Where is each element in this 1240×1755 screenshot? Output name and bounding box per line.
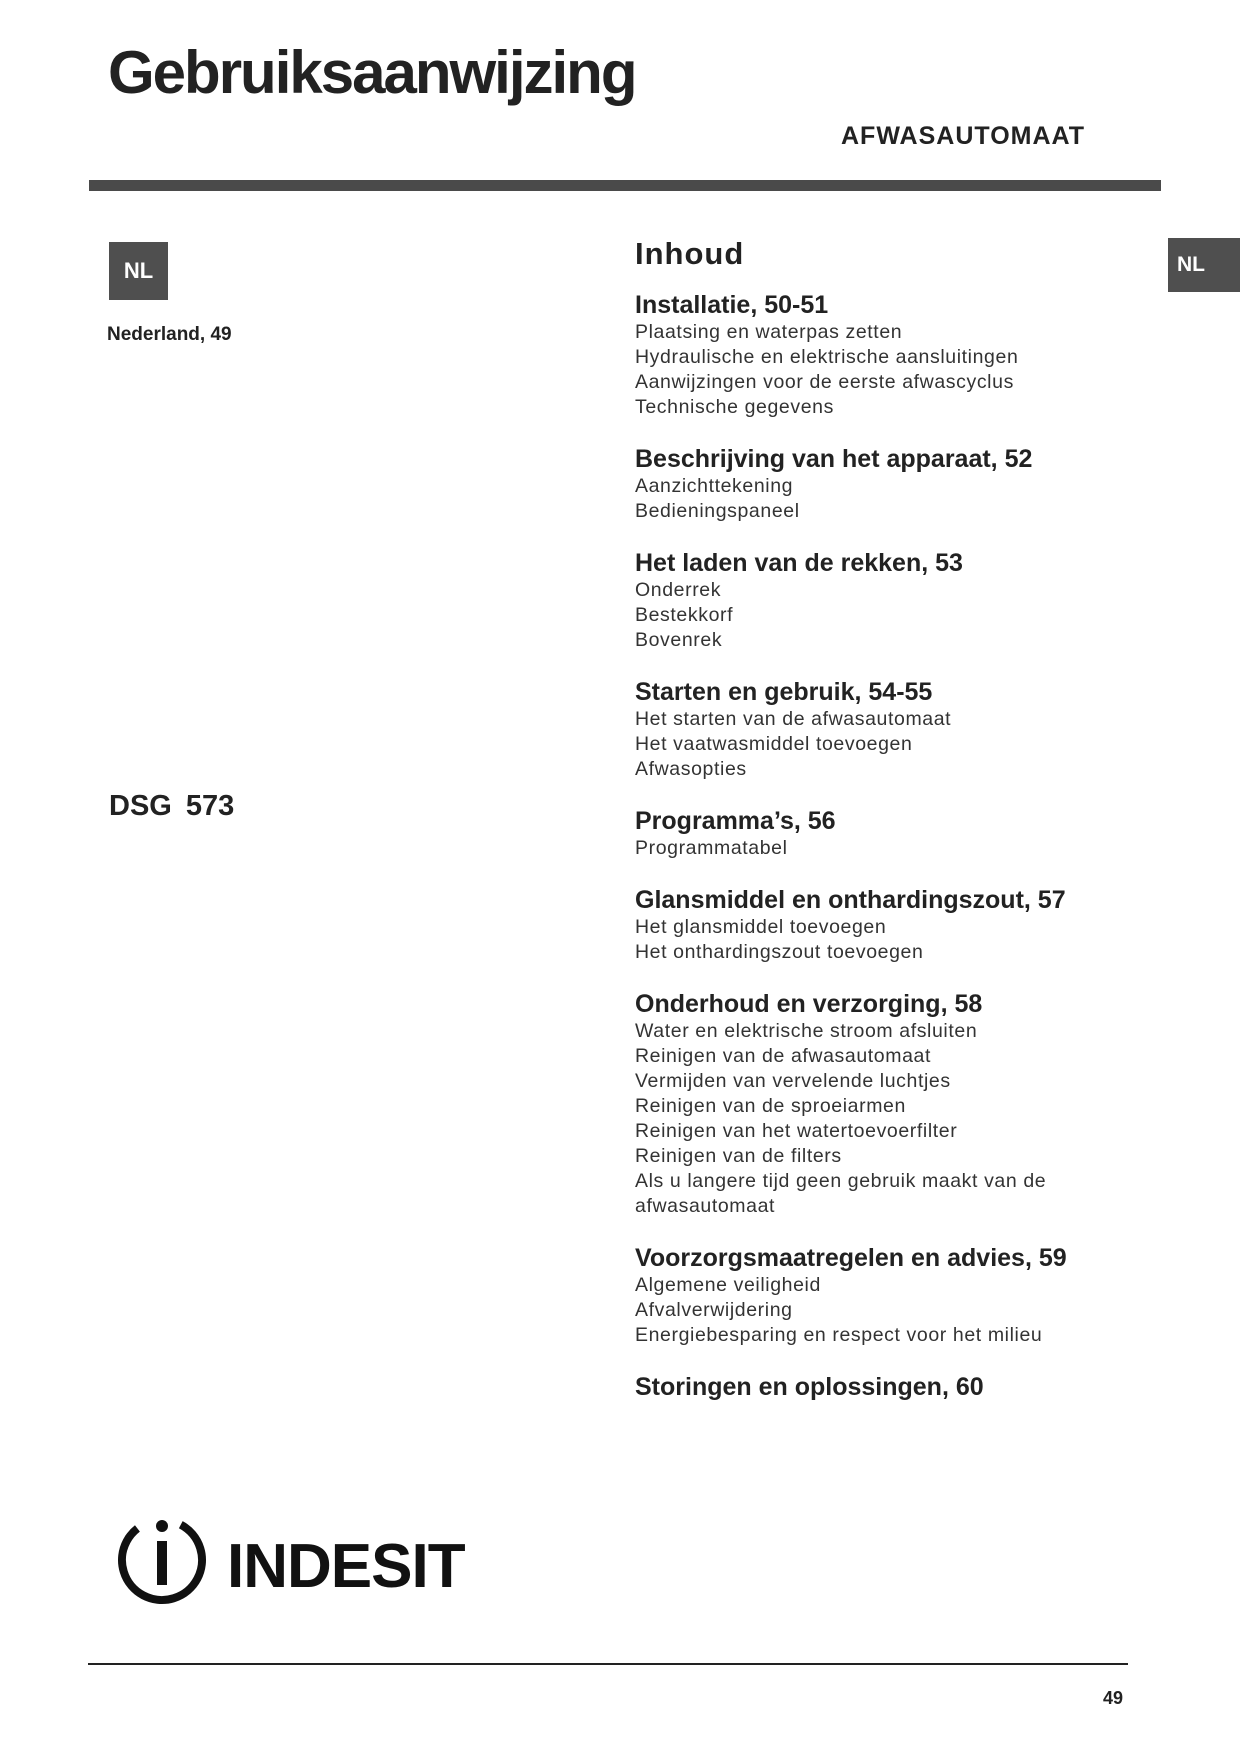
logo-wordmark: INDESIT xyxy=(227,1532,465,1601)
toc-section-title: Programma’s, 56 xyxy=(635,807,836,835)
toc-subitem: Technische gegevens xyxy=(635,396,834,418)
toc-section xyxy=(635,885,1105,965)
toc-subitem: Aanwijzingen voor de eerste afwascyclus xyxy=(635,371,1014,393)
toc-section-title: Glansmiddel en onthardingszout, 57 xyxy=(635,886,1066,914)
toc-section-title: Beschrijving van het apparaat, 52 xyxy=(635,445,1033,473)
toc-section-title: Onderhoud en verzorging, 58 xyxy=(635,990,983,1018)
toc-subitem: Vermijden van vervelende luchtjes xyxy=(635,1070,951,1092)
toc-section-title: Starten en gebruik, 54-55 xyxy=(635,678,933,706)
toc-subitem: Reinigen van de afwasautomaat xyxy=(635,1045,931,1067)
page-title: Gebruiksaanwijzing xyxy=(108,39,636,106)
toc-section-title: Het laden van de rekken, 53 xyxy=(635,549,963,577)
toc-subitem-list xyxy=(635,836,1105,861)
toc-section xyxy=(635,444,1105,524)
toc-subitem: Reinigen van het watertoevoerfilter xyxy=(635,1120,958,1142)
language-badge: NL xyxy=(109,242,168,300)
toc-subitem: Reinigen van de sproeiarmen xyxy=(635,1095,906,1117)
toc-subitem: Afvalverwijdering xyxy=(635,1299,793,1321)
toc-section-title: Storingen en oplossingen, 60 xyxy=(635,1373,984,1401)
toc-subitem-list xyxy=(635,578,1105,653)
toc-section xyxy=(635,548,1105,653)
language-side-tab: NL xyxy=(1168,238,1240,292)
toc-subitem: Het vaatwasmiddel toevoegen xyxy=(635,733,913,755)
info-circle-icon xyxy=(115,1512,216,1612)
toc-section xyxy=(635,1243,1105,1348)
toc-subitem: Programmatabel xyxy=(635,837,788,859)
toc-subitem: Het glansmiddel toevoegen xyxy=(635,916,887,938)
toc-sections xyxy=(635,290,1105,1402)
toc-section xyxy=(635,806,1105,861)
page-number: 49 xyxy=(1103,1688,1124,1708)
toc-heading: Inhoud xyxy=(635,236,745,271)
language-page-reference: Nederland, 49 xyxy=(107,324,232,345)
toc-subitem: Water en elektrische stroom afsluiten xyxy=(635,1020,978,1042)
toc-subitem: Onderrek xyxy=(635,579,722,601)
footer-divider xyxy=(88,1663,1128,1665)
toc-subitem: Hydraulische en elektrische aansluitingen xyxy=(635,346,1019,368)
table-of-contents xyxy=(635,236,1105,1426)
toc-subitem-list xyxy=(635,915,1105,965)
toc-section-title: Installatie, 50-51 xyxy=(635,291,829,319)
toc-subitem: Algemene veiligheid xyxy=(635,1274,821,1296)
toc-section xyxy=(635,989,1105,1219)
indesit-logo xyxy=(115,1512,475,1612)
toc-subitem: Het starten van de afwasautomaat xyxy=(635,708,952,730)
toc-subitem: Bestekkorf xyxy=(635,604,734,626)
toc-subitem: Plaatsing en waterpas zetten xyxy=(635,321,903,343)
header-divider xyxy=(89,180,1161,191)
toc-section xyxy=(635,1372,1105,1402)
toc-subitem-list xyxy=(635,474,1105,524)
toc-section xyxy=(635,290,1105,420)
toc-subitem: Reinigen van de filters xyxy=(635,1145,842,1167)
toc-subitem: Als u langere tijd geen gebruik maakt van de afwasautomaat xyxy=(635,1170,1047,1217)
toc-subitem: Afwasopties xyxy=(635,758,747,780)
product-type: AFWASAUTOMAAT xyxy=(841,122,1085,150)
toc-subitem-list xyxy=(635,1273,1105,1348)
toc-subitem: Bovenrek xyxy=(635,629,723,651)
toc-subitem: Het onthardingszout toevoegen xyxy=(635,941,924,963)
toc-subitem: Bedieningspaneel xyxy=(635,500,800,522)
toc-section-title: Voorzorgsmaatregelen en advies, 59 xyxy=(635,1244,1067,1272)
toc-section xyxy=(635,677,1105,782)
toc-subitem-list xyxy=(635,320,1105,420)
toc-subitem-list xyxy=(635,707,1105,782)
toc-subitem: Aanzichttekening xyxy=(635,475,794,497)
toc-subitem: Energiebesparing en respect voor het milieu xyxy=(635,1324,1043,1346)
toc-subitem-list xyxy=(635,1019,1105,1219)
model-number: DSG 573 xyxy=(109,790,235,822)
